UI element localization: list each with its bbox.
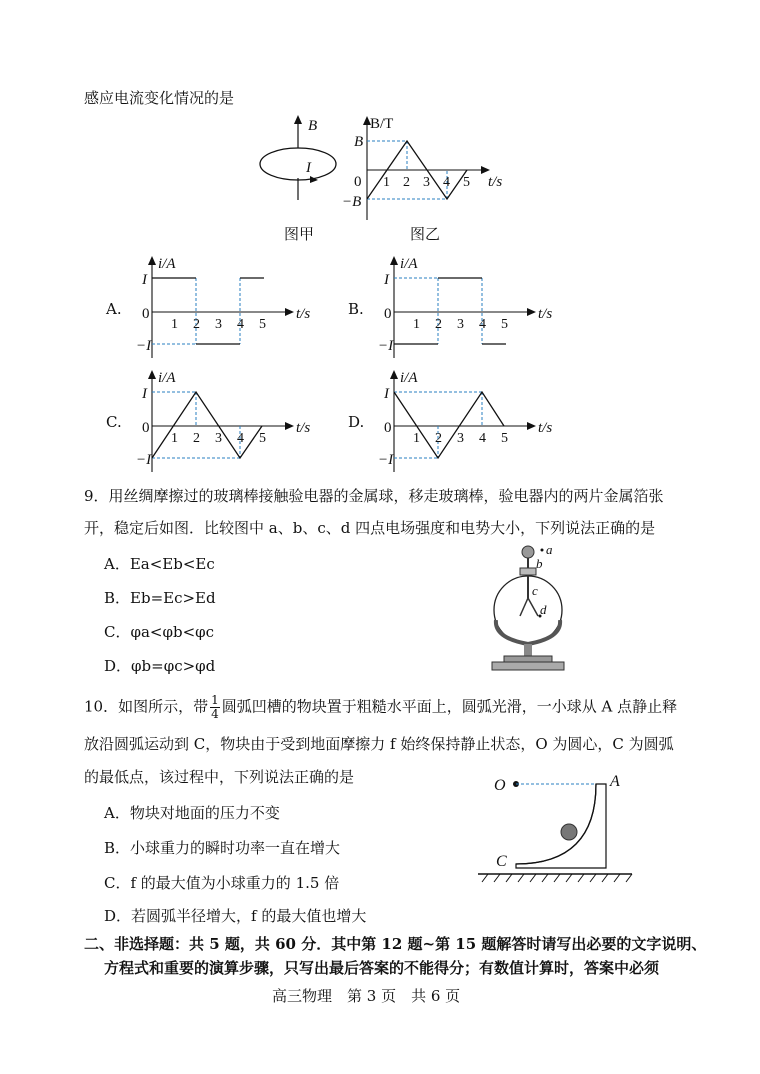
xtick: 1 <box>171 431 178 446</box>
point-a-label: a <box>546 542 553 557</box>
current-direction-arrow <box>310 176 318 183</box>
q8-option-c-graph <box>138 364 318 476</box>
ylabel: i/A <box>158 370 176 386</box>
q10-line2: 放沿圆弧运动到 C，物块由于受到地面摩擦力 f 始终保持静止状态，O 为圆心，C 为圆弧 <box>84 735 674 753</box>
q8-option-a-letter: A. <box>106 300 122 318</box>
q8-option-c-letter: C. <box>106 413 122 431</box>
origin: 0 <box>384 306 392 322</box>
b-t-xlabel: t/s <box>488 174 503 190</box>
b-arrow-head <box>294 115 302 124</box>
xtick: 5 <box>259 431 266 446</box>
q10-line3: 的最低点，该过程中，下列说法正确的是 <box>84 768 355 786</box>
xtick: 1 <box>413 431 420 446</box>
q10-line1-post: 圆弧凹槽的物块置于粗糙水平面上，圆弧光滑，一小球从 A 点静止释 <box>221 697 678 716</box>
xtick: 5 <box>501 431 508 446</box>
xlabel: t/s <box>538 306 553 322</box>
yneg: −I <box>136 452 152 468</box>
page-footer: 高三物理 第 3 页 共 6 页 <box>272 987 461 1005</box>
q9-option-a: A．Ea<Eb<Ec <box>104 555 215 573</box>
point-a-label: A <box>610 773 620 790</box>
xtick: 3 <box>215 317 222 332</box>
xtick: 5 <box>501 317 508 332</box>
xtick: 2 <box>435 317 442 332</box>
xtick: 4 <box>237 431 244 446</box>
xtick: 1 <box>413 317 420 332</box>
b-t-xtick: 2 <box>403 175 410 190</box>
q10-line1-pre: 10．如图所示，带 <box>84 697 209 716</box>
ylabel: i/A <box>400 256 418 272</box>
fig-yi-caption: 图乙 <box>410 225 441 243</box>
q8-option-d-graph <box>380 364 560 476</box>
xtick: 4 <box>237 317 244 332</box>
xtick: 2 <box>435 431 442 446</box>
b-t-xtick: 1 <box>383 175 390 190</box>
q9-option-b: B．Eb=Ec>Ed <box>104 589 216 607</box>
b-t-xtick: 3 <box>423 175 430 190</box>
xlabel: t/s <box>538 420 553 436</box>
section2-line1: 二、非选择题：共 5 题，共 60 分．其中第 12 题~第 15 题解答时请写出必要的文字说明、 <box>84 935 707 953</box>
section2-line2: 方程式和重要的演算步骤，只写出最后答案的不能得分；有数值计算时，答案中必须 <box>104 959 660 977</box>
origin: 0 <box>384 420 392 436</box>
b-t-origin: 0 <box>354 174 362 190</box>
point-o-label: O <box>494 777 506 794</box>
q10-option-b: B．小球重力的瞬时功率一直在增大 <box>104 839 341 857</box>
q10-line1 <box>84 694 677 721</box>
q10-option-d: D．若圆弧半径增大，f 的最大值也增大 <box>104 907 367 925</box>
yneg: −I <box>136 338 152 354</box>
fraction-numerator: 1 <box>211 693 219 707</box>
electroscope-figure <box>480 538 580 674</box>
point-c-label: c <box>532 583 538 598</box>
b-t-ypos: B <box>354 134 364 150</box>
point-b-label: b <box>536 556 543 571</box>
small-ball <box>561 824 577 840</box>
xtick: 4 <box>479 317 486 332</box>
ypos: I <box>142 272 147 288</box>
point-d-label: d <box>540 602 547 617</box>
metal-ball <box>522 546 534 558</box>
foil-right <box>528 598 538 616</box>
coil-b-label: B <box>308 118 318 134</box>
yneg: −I <box>378 452 394 468</box>
fraction-denominator: 4 <box>211 707 219 721</box>
q9-option-c: C．φa<φb<φc <box>104 623 215 641</box>
xtick: 2 <box>193 431 200 446</box>
b-t-ylabel: B/T <box>370 116 394 132</box>
point-c-label: C <box>496 853 507 870</box>
xtick: 2 <box>193 317 200 332</box>
q9-line2: 开，稳定后如图．比较图中 a、b、c、d 四点电场强度和电势大小，下列说法正确的是 <box>84 519 656 537</box>
q10-option-a: A．物块对地面的压力不变 <box>104 804 280 822</box>
coil-i-label: I <box>306 160 311 176</box>
ypos: I <box>384 386 389 402</box>
origin: 0 <box>142 420 150 436</box>
xtick: 3 <box>457 317 464 332</box>
q10-option-c: C．f 的最大值为小球重力的 1.5 倍 <box>104 874 340 892</box>
xtick: 4 <box>479 431 486 446</box>
foil-left <box>520 598 528 616</box>
q9-line1: 9．用丝绸摩擦过的玻璃棒接触验电器的金属球，移走玻璃棒，验电器内的两片金属箔张 <box>84 487 664 505</box>
xtick: 5 <box>259 317 266 332</box>
groove-figure <box>474 770 636 886</box>
xtick: 3 <box>215 431 222 446</box>
q9-option-d: D．φb=φc>φd <box>104 657 216 675</box>
quarter-fraction <box>210 694 220 721</box>
yneg: −I <box>378 338 394 354</box>
b-t-graph <box>334 112 514 222</box>
origin: 0 <box>142 306 150 322</box>
ypos: I <box>142 386 147 402</box>
b-t-yneg: −B <box>342 194 362 210</box>
q8-option-b-letter: B. <box>348 300 364 318</box>
q8-option-b-graph <box>380 250 560 362</box>
coil-loop <box>260 148 336 180</box>
b-t-xtick: 5 <box>463 175 470 190</box>
b-t-xtick: 4 <box>443 175 450 190</box>
q8-intro: 感应电流变化情况的是 <box>84 89 235 107</box>
xtick: 1 <box>171 317 178 332</box>
q8-option-d-letter: D. <box>348 413 365 431</box>
fig-jia-caption: 图甲 <box>284 225 315 243</box>
ypos: I <box>384 272 389 288</box>
ylabel: i/A <box>400 370 418 386</box>
xlabel: t/s <box>296 306 311 322</box>
q8-option-a-graph <box>138 250 318 362</box>
ground-hatch <box>482 874 632 882</box>
xlabel: t/s <box>296 420 311 436</box>
xtick: 3 <box>457 431 464 446</box>
ylabel: i/A <box>158 256 176 272</box>
